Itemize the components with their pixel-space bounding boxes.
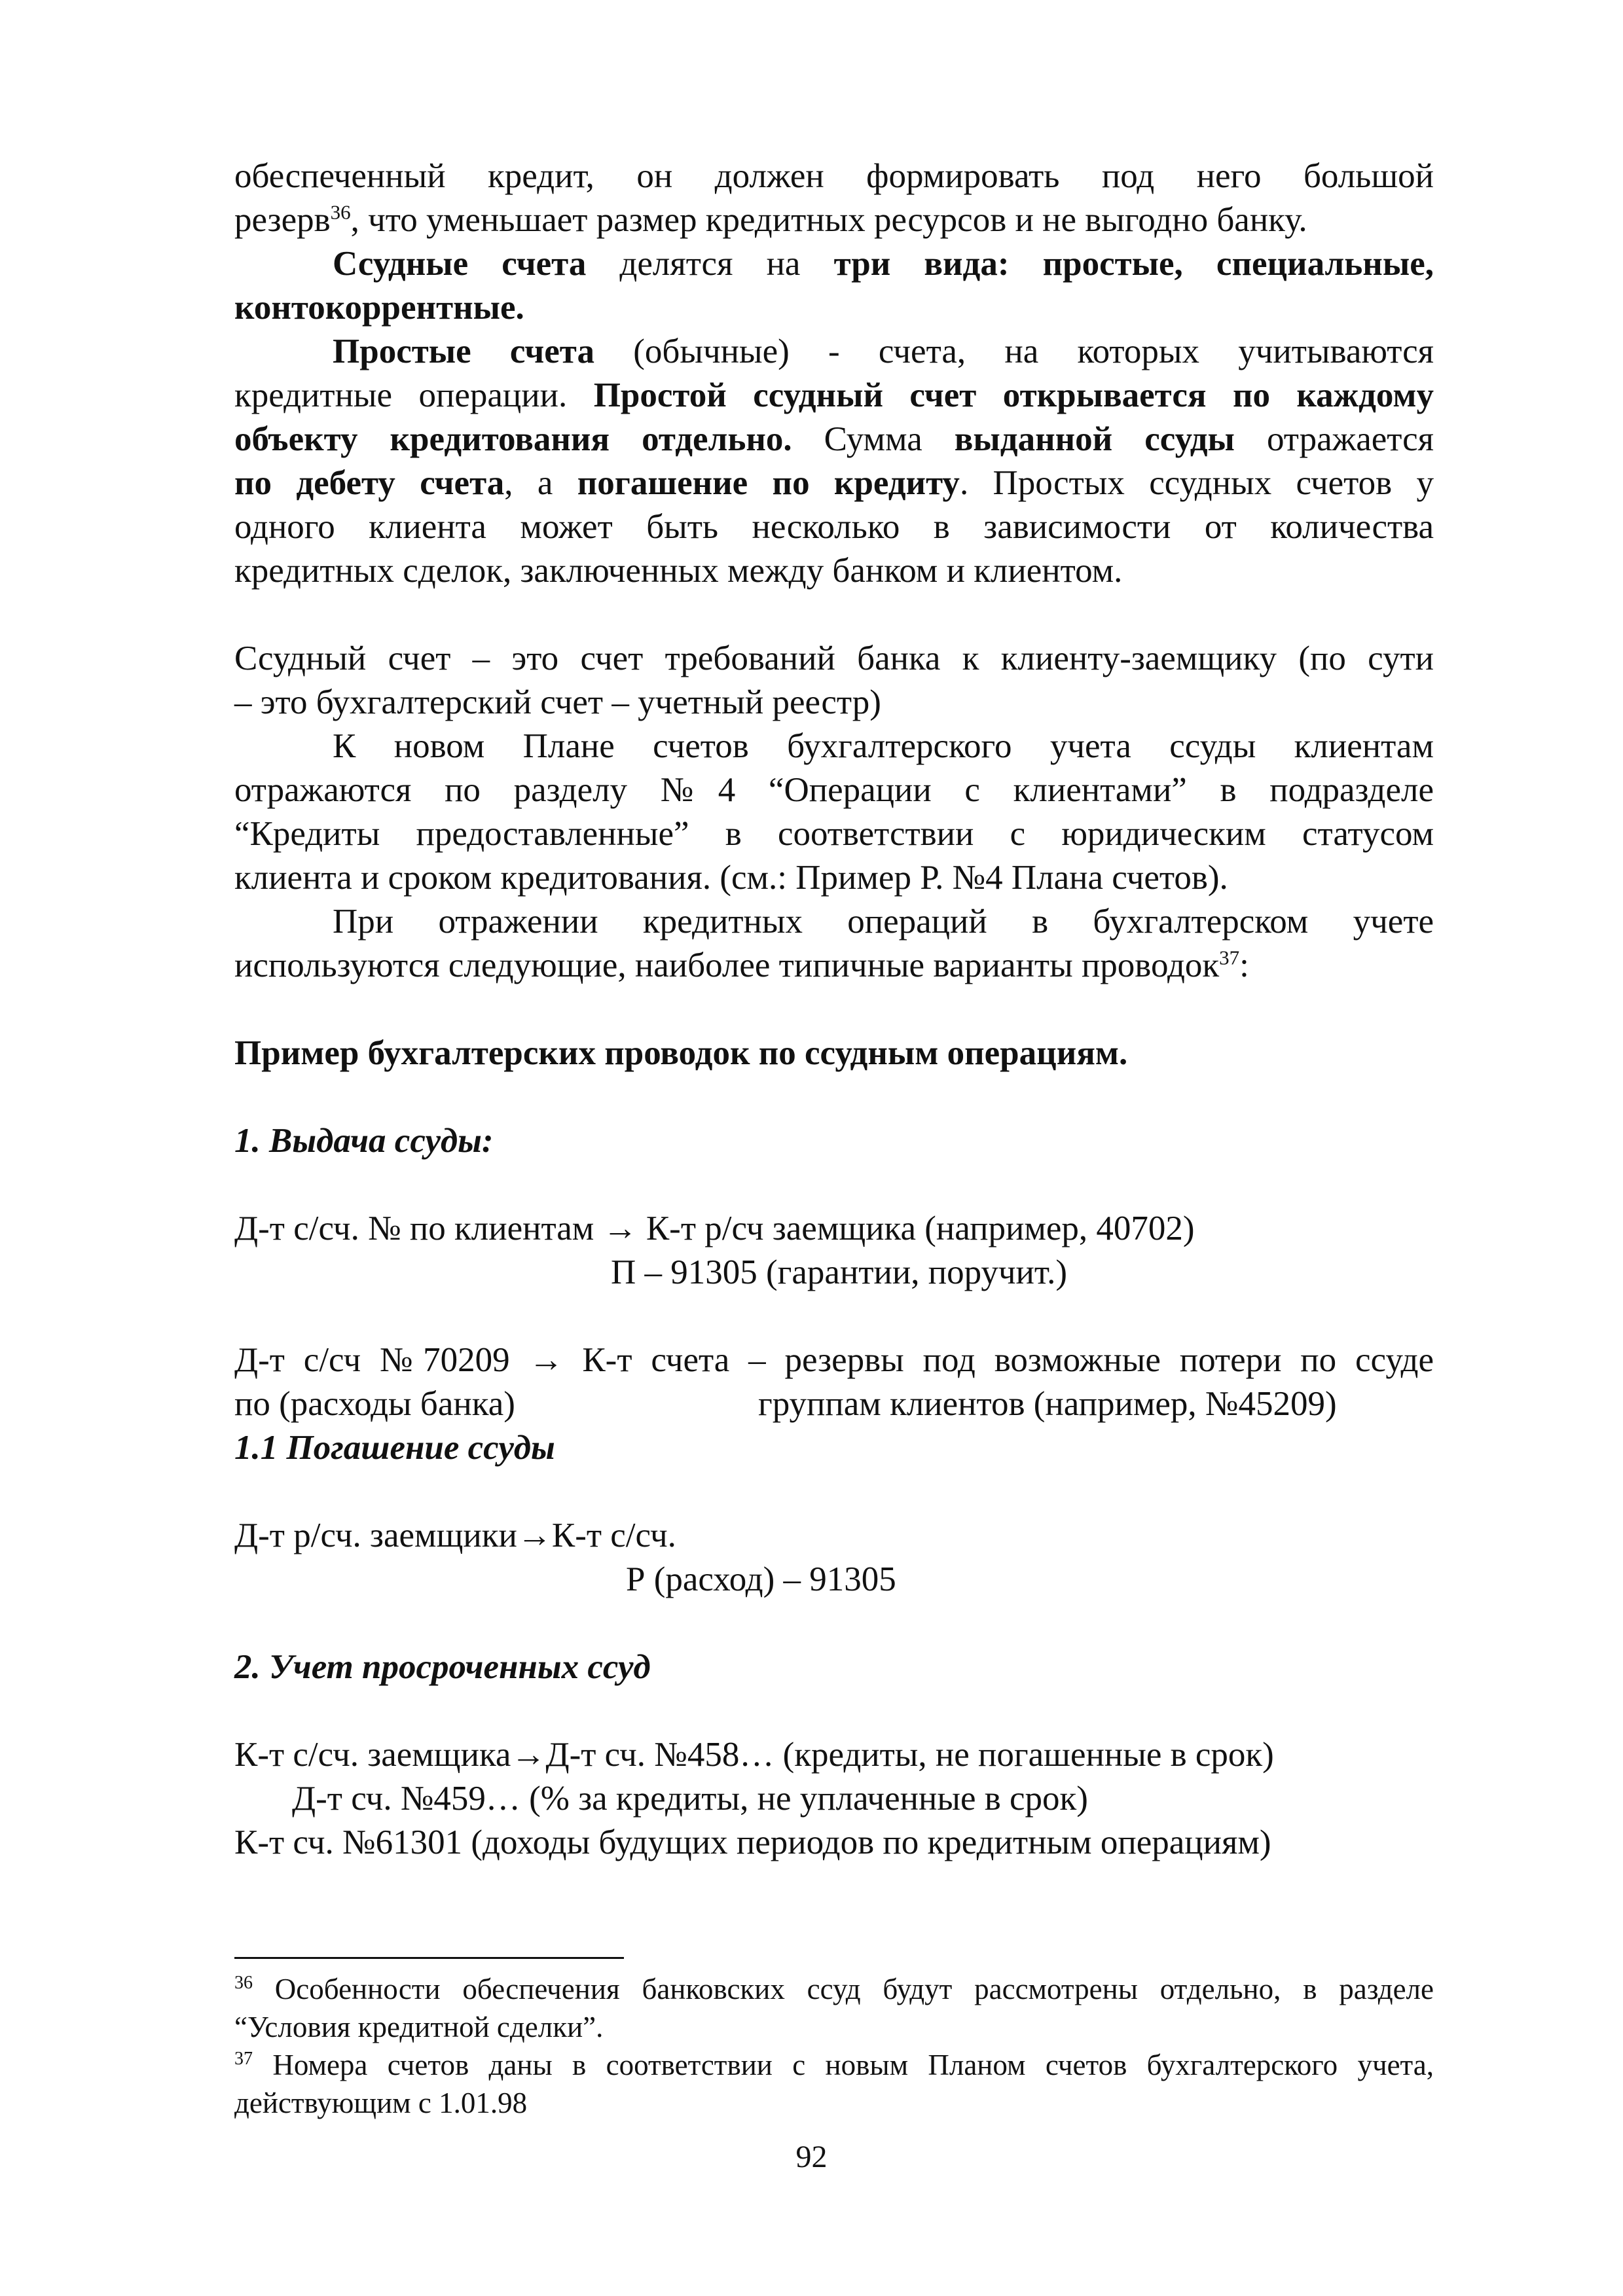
text: отражаются по разделу №4 “Операции с клиентами” в подразделе <box>234 771 1434 809</box>
text: кредитные операции. <box>234 376 594 414</box>
subsection-title: 2. Учет просроченных ссуд <box>234 1648 651 1686</box>
text: Р (расход) – 91305 <box>626 1560 896 1598</box>
entry-line <box>234 1338 1434 1382</box>
text: : <box>1239 946 1249 984</box>
text: группам клиентов (например, №45209) <box>758 1385 1337 1423</box>
entry-line <box>234 1251 1434 1295</box>
paragraph-line <box>234 944 1434 988</box>
bold-term: Простые счета <box>333 332 594 370</box>
footnote-ref[interactable]: 37 <box>1219 946 1240 969</box>
text: Номера счетов даны в соответствии с новым Планом счетов бухгалтерского учета, <box>253 2049 1434 2081</box>
footnote-number: 36 <box>234 1973 253 1993</box>
footnote-number: 37 <box>234 2049 253 2069</box>
subsection-title: 1.1 Погашение ссуды <box>234 1429 555 1467</box>
text: Д-т сч. №459… (% за кредиты, не уплаченные в срок) <box>292 1780 1088 1818</box>
paragraph-line <box>234 856 1434 900</box>
paragraph-line <box>234 681 1434 725</box>
bold-term: контокоррентные. <box>234 289 524 327</box>
text: Сумма <box>792 420 955 458</box>
paragraph-line <box>234 374 1434 418</box>
text: . Простых ссудных счетов у <box>959 464 1434 502</box>
text: отражается <box>1234 420 1434 458</box>
paragraph-line <box>234 461 1434 505</box>
bold-term: Ссудные счета <box>333 245 587 283</box>
text: Д-т с/сч №70209 → К-т счета – резервы под возможные потери по ссуде <box>234 1341 1434 1379</box>
subsection-title: 1. Выдача ссуды: <box>234 1122 494 1160</box>
paragraph-line <box>234 768 1434 812</box>
text: кредитных сделок, заключенных между банком и клиентом. <box>234 552 1123 590</box>
paragraph-line <box>234 198 1434 242</box>
entry-line: Д-т р/сч. заемщики→К-т с/сч. <box>234 1516 676 1554</box>
paragraph-line <box>234 812 1434 856</box>
entry-line: К-т сч. №61301 (доходы будущих периодов по кредитным операциям) <box>234 1823 1271 1861</box>
footnote-line: “Условия кредитной сделки”. <box>234 2011 604 2043</box>
paragraph-line <box>234 242 1434 286</box>
bold-term: Простой ссудный счет открывается по каждому <box>593 376 1434 414</box>
paragraph-line <box>234 286 1434 330</box>
footnotes <box>234 1970 1434 2122</box>
entry-line <box>234 1558 1434 1602</box>
bold-term: по дебету счета <box>234 464 505 502</box>
text: Особенности обеспечения банковских ссуд будут рассмотрены отдельно, в разделе <box>253 1973 1434 2005</box>
entry-line: К-т с/сч. заемщика→Д-т сч. №458… (кредиты, не погашенные в срок) <box>234 1736 1274 1774</box>
page-body <box>234 154 1434 1865</box>
bold-term: три вида: простые, специальные, <box>833 245 1434 283</box>
text: делятся на <box>586 245 834 283</box>
paragraph-line <box>234 725 1434 768</box>
footnote-line <box>234 2046 1434 2084</box>
footnote-line <box>234 1970 1434 2008</box>
text: используются следующие, наиболее типичные варианты проводок <box>234 946 1220 984</box>
paragraph-line <box>234 549 1434 593</box>
paragraph-line <box>234 418 1434 461</box>
bold-term: погашение по кредиту <box>577 464 960 502</box>
entry-line <box>234 1777 1434 1821</box>
text: клиента и сроком кредитования. (см.: Пример Р. №4 Плана счетов). <box>234 859 1228 897</box>
paragraph-line <box>234 505 1434 549</box>
section-heading: Пример бухгалтерских проводок по ссудным операциям. <box>234 1034 1128 1072</box>
page-number: 92 <box>795 2140 828 2174</box>
text: по (расходы банка) <box>234 1385 515 1423</box>
entry-line <box>234 1382 1434 1426</box>
bold-term: выданной ссуды <box>954 420 1235 458</box>
paragraph-line <box>234 154 1434 198</box>
text: “Кредиты предоставленные” в соответствии с юридическим статусом <box>234 815 1434 853</box>
text: (обычные) - счета, на которых учитываются <box>594 332 1434 370</box>
footnote-line: действующим с 1.01.98 <box>234 2087 528 2119</box>
paragraph-line <box>234 330 1434 374</box>
text: Ссудный счет – это счет требований банка к клиенту-заемщику (по сути <box>234 639 1434 677</box>
text: резерв <box>234 201 331 239</box>
text: При отражении кредитных операций в бухгалтерском учете <box>333 903 1434 941</box>
text: , что уменьшает размер кредитных ресурсов и не выгодно банку. <box>350 201 1307 239</box>
text: П – 91305 (гарантии, поручит.) <box>611 1253 1067 1291</box>
text: обеспеченный кредит, он должен формировать под него большой <box>234 157 1434 195</box>
text: – это бухгалтерский счет – учетный реестр) <box>234 683 881 721</box>
bold-term: объекту кредитования отдельно. <box>234 420 792 458</box>
footnote-separator <box>234 1957 624 1959</box>
text: К новом Плане счетов бухгалтерского учета ссуды клиентам <box>333 727 1434 765</box>
text: , а <box>504 464 577 502</box>
text: одного клиента может быть несколько в зависимости от количества <box>234 508 1434 546</box>
footnote-ref[interactable]: 36 <box>330 200 351 224</box>
paragraph-line <box>234 900 1434 944</box>
entry-line: Д-т с/сч. № по клиентам → К-т р/сч заемщика (например, 40702) <box>234 1210 1195 1247</box>
paragraph-line <box>234 637 1434 681</box>
